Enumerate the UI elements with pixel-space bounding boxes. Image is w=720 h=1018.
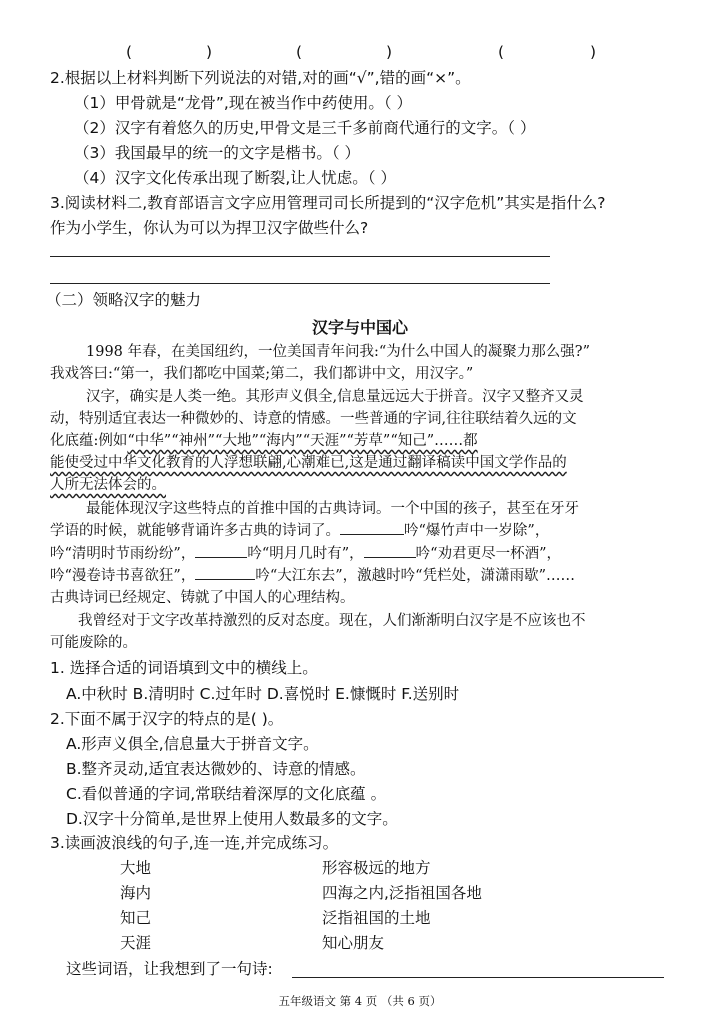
q2-prompt: 2.根据以上材料判断下列说法的对错,对的画“√”,错的画“×”。 <box>50 69 471 87</box>
paren-2-open: ( <box>296 43 303 61</box>
qs2-q3: 3.读画波浪线的句子,连一连,并完成练习。 <box>50 834 339 852</box>
poem-line-5: 吟“漫卷诗书喜欲狂”， <box>50 568 196 584</box>
para3-line-5: 古典诗词已经规定、铸就了中国人的心理结构。 <box>50 590 355 606</box>
match-left-2: 海内 <box>120 884 152 902</box>
qs2-q2-option-d: D.汉字十分简单,是世界上使用人数最多的文字。 <box>66 810 398 828</box>
q2-item-3: （3）我国最早的统一的文字是楷书。（ ） <box>74 144 361 162</box>
poem-line-6: 吟“大江东去”，激越时吟“凭栏处，潇潇雨歇”…… <box>255 568 575 584</box>
q2-item-2: （2）汉字有着悠久的历史,甲骨文是三千多前商代通行的文字。（ ） <box>74 119 536 137</box>
qs2-q1: 1. 选择合适的词语填到文中的横线上。 <box>50 659 318 677</box>
para2-line-3 <box>50 430 672 453</box>
poem-answer-line[interactable] <box>292 977 664 978</box>
para3-line-4 <box>50 565 672 588</box>
para1-line-1: 1998 年春，在美国纽约，一位美国青年问我:“为什么中国人的凝聚力那么强?” <box>86 344 590 360</box>
fill-blank-3[interactable] <box>364 543 416 558</box>
match-left-1: 大地 <box>120 859 152 877</box>
para1-line-2: 我戏答曰:“第一，我们都吃中国菜;第二，我们都讲中文，用汉字。” <box>50 366 474 382</box>
q3-line-2: 作为小学生，你认为可以为捍卫汉字做些什么? <box>50 219 369 237</box>
paren-3-close: ) <box>590 43 597 61</box>
match-left-3: 知己 <box>120 909 152 927</box>
match-left-4: 天涯 <box>120 934 152 952</box>
para2-line-2: 动，特别适宜表达一种微妙的、诗意的情感。一些普通的字词,往往联结着久远的文 <box>50 411 577 427</box>
para3-line-2 <box>50 520 672 543</box>
match-right-3: 泛指祖国的土地 <box>322 909 431 927</box>
para2-line-5 <box>50 474 672 497</box>
para2-prefix: 化底蕴:例如 <box>50 433 128 449</box>
qs2-q2-option-b: B.整齐灵动,适宜表达微妙的、诗意的情感。 <box>66 760 366 778</box>
paren-1-close: ) <box>206 43 213 61</box>
para3-line-3 <box>50 543 672 566</box>
q2-item-1: （1）甲骨就是“龙骨”,现在被当作中药使用。（ ） <box>74 94 413 112</box>
paren-3-open: ( <box>498 43 505 61</box>
fill-blank-1[interactable] <box>340 520 404 535</box>
para2-line-4 <box>50 452 672 475</box>
para3-text: 学语的时候，就能够背诵许多古典的诗词了。 <box>50 523 340 539</box>
para3-line-1: 最能体现汉字这些特点的首推中国的古典诗词。一个中国的孩子，甚至在牙牙 <box>86 501 579 517</box>
para4-line-1: 我曾经对于文字改革持激烈的反对态度。现在，人们渐渐明白汉字是不应该也不 <box>78 613 586 629</box>
page-footer: 五年级语文 第 4 页 （共 6 页） <box>278 994 442 1008</box>
fill-blank-2[interactable] <box>195 543 247 558</box>
article-title: 汉字与中国心 <box>311 318 408 337</box>
qs2-q2-option-c: C.看似普通的字词,常联结着深厚的文化底蕴 。 <box>66 785 387 803</box>
poem-prompt: 这些词语，让我想到了一句诗: <box>66 960 273 978</box>
poem-line-4: 吟“劝君更尽一杯酒”， <box>415 546 561 562</box>
wavy-sentence-part-3: 人所无法体会的。 <box>50 477 166 493</box>
paren-2-close: ) <box>386 43 393 61</box>
poem-line-2: 吟“清明时节雨纷纷”， <box>50 546 196 562</box>
qs2-q2: 2.下面不属于汉字的特点的是( )。 <box>50 710 284 728</box>
q2-item-4: （4）汉字文化传承出现了断裂,让人忧虑。（ ） <box>74 169 396 187</box>
wavy-sentence-part-2: 能使受过中华文化教育的人浮想联翩,心潮难已,这是通过翻译稿读中国文学作品的 <box>50 455 567 471</box>
section-heading: （二）领略汉字的魅力 <box>46 291 202 309</box>
qs2-q1-options: A.中秋时 B.清明时 C.过年时 D.喜悦时 E.慷慨时 F.送别时 <box>66 685 460 703</box>
answer-line-2[interactable] <box>50 283 550 284</box>
paren-1-open: ( <box>126 43 133 61</box>
poem-line-1: 吟“爆竹声中一岁除”， <box>404 523 550 539</box>
poem-line-3: 吟“明月几时有”， <box>247 546 364 562</box>
match-right-4: 知心朋友 <box>322 934 385 952</box>
match-right-1: 形容极远的地方 <box>322 859 431 877</box>
match-right-2: 四海之内,泛指祖国各地 <box>322 884 482 902</box>
fill-blank-4[interactable] <box>195 565 255 580</box>
wavy-sentence-part-1: “中华”“神州”“大地”“海内”“天涯”“芳草”“知己”……都 <box>127 433 478 449</box>
para2-line-1: 汉字，确实是人类一绝。其形声义俱全,信息量远远大于拼音。汉字又整齐又灵 <box>86 389 584 405</box>
q3-line-1: 3.阅读材料二,教育部语言文字应用管理司司长所提到的“汉字危机”其实是指什么? <box>50 194 606 212</box>
qs2-q2-option-a: A.形声义俱全,信息量大于拼音文字。 <box>66 735 319 753</box>
answer-line-1[interactable] <box>50 256 550 257</box>
para4-line-2: 可能废除的。 <box>50 635 137 651</box>
